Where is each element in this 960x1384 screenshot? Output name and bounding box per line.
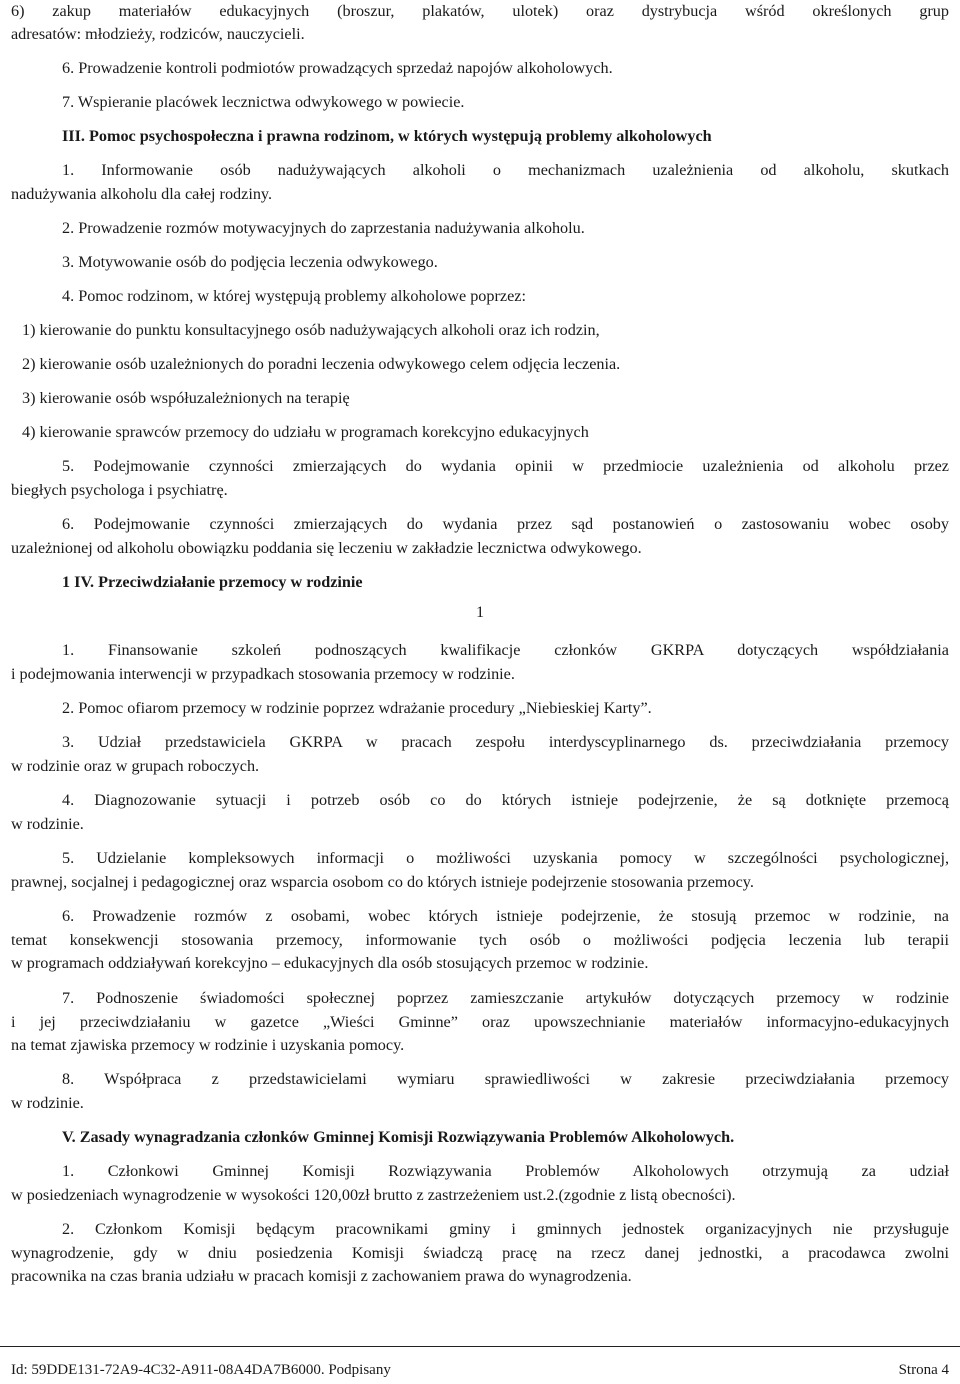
text-line: adresatów: młodzieży, rodziców, nauczycieli. xyxy=(11,25,305,43)
text-line: 4. Diagnozowanie sytuacji i potrzeb osób co do których istnieje podejrzenie, że są dotknięte przemocą xyxy=(62,791,949,809)
section-heading: V. Zasady wynagradzania członków Gminnej Komisji Rozwiązywania Problemów Alkoholowych. xyxy=(62,1128,735,1146)
document-id: Id: 59DDE131-72A9-4C32-A911-08A4DA7B6000. Podpisany xyxy=(11,1362,391,1378)
text-line: 6. Prowadzenie kontroli podmiotów prowadzących sprzedaż napojów alkoholowych. xyxy=(62,59,613,77)
footnote-marker: 1 xyxy=(475,603,485,621)
text-line: temat konsekwencji stosowania przemocy, informowanie tych osób o możliwości podjęcia leczenia lub terapii xyxy=(11,931,949,949)
text-line: 7. Wspieranie placówek lecznictwa odwykowego w powiecie. xyxy=(62,93,465,111)
text-line: 5. Podejmowanie czynności zmierzających do wydania opinii w przedmiocie uzależnienia od alkoholu przez xyxy=(62,457,949,475)
text-line: 3. Udział przedstawiciela GKRPA w pracach zespołu interdyscyplinarnego ds. przeciwdziałania przemocy xyxy=(62,733,949,751)
text-line: w rodzinie. xyxy=(11,1094,84,1112)
text-line: 3. Motywowanie osób do podjęcia leczenia odwykowego. xyxy=(62,253,438,271)
text-line: 5. Udzielanie kompleksowych informacji o możliwości uzyskania pomocy w szczególności psychologicznej, xyxy=(62,849,949,867)
footer-divider xyxy=(0,1346,960,1347)
text-line: 2. Pomoc ofiarom przemocy w rodzinie poprzez wdrażanie procedury „Niebieskiej Karty”. xyxy=(62,699,652,717)
text-line: 2. Prowadzenie rozmów motywacyjnych do zaprzestania nadużywania alkoholu. xyxy=(62,219,585,237)
text-line: na temat zjawiska przemocy w rodzinie i uzyskania pomocy. xyxy=(11,1036,405,1054)
text-line: 7. Podnoszenie świadomości społecznej poprzez zamieszczanie artykułów dotyczących przemocy w rodzinie xyxy=(62,989,949,1007)
page-number: Strona 4 xyxy=(898,1362,949,1378)
text-line: 6. Podejmowanie czynności zmierzających do wydania przez sąd postanowień o zastosowaniu wobec osoby xyxy=(62,515,949,533)
text-line: w posiedzeniach wynagrodzenie w wysokości 120,00zł brutto z zastrzeżeniem ust.2.(zgodnie z listą obecności). xyxy=(11,1186,736,1204)
text-line: i jej przeciwdziałaniu w gazetce „Wieści Gminne” oraz upowszechnianie materiałów informacyjno-edukacyjnych xyxy=(11,1013,949,1031)
text-line: 1. Informowanie osób nadużywających alkoholi o mechanizmach uzależnienia od alkoholu, skutkach xyxy=(62,161,949,179)
text-line: 2. Członkom Komisji będącym pracownikami gminy i gminnych jednostek organizacyjnych nie przysługuje xyxy=(62,1220,949,1238)
text-line: 6. Prowadzenie rozmów z osobami, wobec których istnieje podejrzenie, że stosują przemoc w rodzinie, na xyxy=(62,907,949,925)
text-line: 8. Współpraca z przedstawicielami wymiaru sprawiedliwości w zakresie przeciwdziałania przemocy xyxy=(62,1070,949,1088)
text-line: i podejmowania interwencji w przypadkach stosowania przemocy w rodzinie. xyxy=(11,665,515,683)
section-heading xyxy=(62,571,949,595)
text-line: 1. Członkowi Gminnej Komisji Rozwiązywania Problemów Alkoholowych otrzymują za udział xyxy=(62,1162,949,1180)
text-line: w programach oddziaływań korekcyjno – edukacyjnych dla osób stosujących przemoc w rodzinie. xyxy=(11,954,649,972)
section-heading-text: 1 IV. Przeciwdziałanie przemocy w rodzinie xyxy=(62,573,363,591)
text-line: wynagrodzenie, gdy w dniu posiedzenia Komisji świadczą pracę na rzecz danej jednostki, a pracodawca zwolni xyxy=(11,1244,949,1262)
text-line: 3) kierowanie osób współuzależnionych na terapię xyxy=(22,389,350,407)
text-line: biegłych psychologa i psychiatrę. xyxy=(11,481,228,499)
text-line: 1) kierowanie do punktu konsultacyjnego osób nadużywających alkoholi oraz ich rodzin, xyxy=(22,321,600,339)
text-line: w rodzinie oraz w grupach roboczych. xyxy=(11,757,260,775)
text-line: w rodzinie. xyxy=(11,815,84,833)
text-line: uzależnionej od alkoholu obowiązku poddania się leczeniu w zakładzie lecznictwa odwykowego. xyxy=(11,539,642,557)
text-line: 6) zakup materiałów edukacyjnych (broszur, plakatów, ulotek) oraz dystrybucja wśród określonych grup xyxy=(11,2,949,20)
text-line: pracownika na czas brania udziału w pracach komisji z zachowaniem prawa do wynagrodzenia. xyxy=(11,1267,632,1285)
section-heading: III. Pomoc psychospołeczna i prawna rodzinom, w których występują problemy alkoholowych xyxy=(62,127,712,145)
text-line: 2) kierowanie osób uzależnionych do poradni leczenia odwykowego celem odjęcia leczenia. xyxy=(22,355,621,373)
text-line: 4) kierowanie sprawców przemocy do udziału w programach korekcyjno edukacyjnych xyxy=(22,423,589,441)
text-line: nadużywania alkoholu dla całej rodziny. xyxy=(11,185,272,203)
text-line: 4. Pomoc rodzinom, w której występują problemy alkoholowe poprzez: xyxy=(62,287,526,305)
text-line: 1. Finansowanie szkoleń podnoszących kwalifikacje członków GKRPA dotyczących współdziałania xyxy=(62,641,949,659)
text-line: prawnej, socjalnej i pedagogicznej oraz wsparcia osobom co do których istnieje podejrzenie stosowania przemocy. xyxy=(11,873,754,891)
